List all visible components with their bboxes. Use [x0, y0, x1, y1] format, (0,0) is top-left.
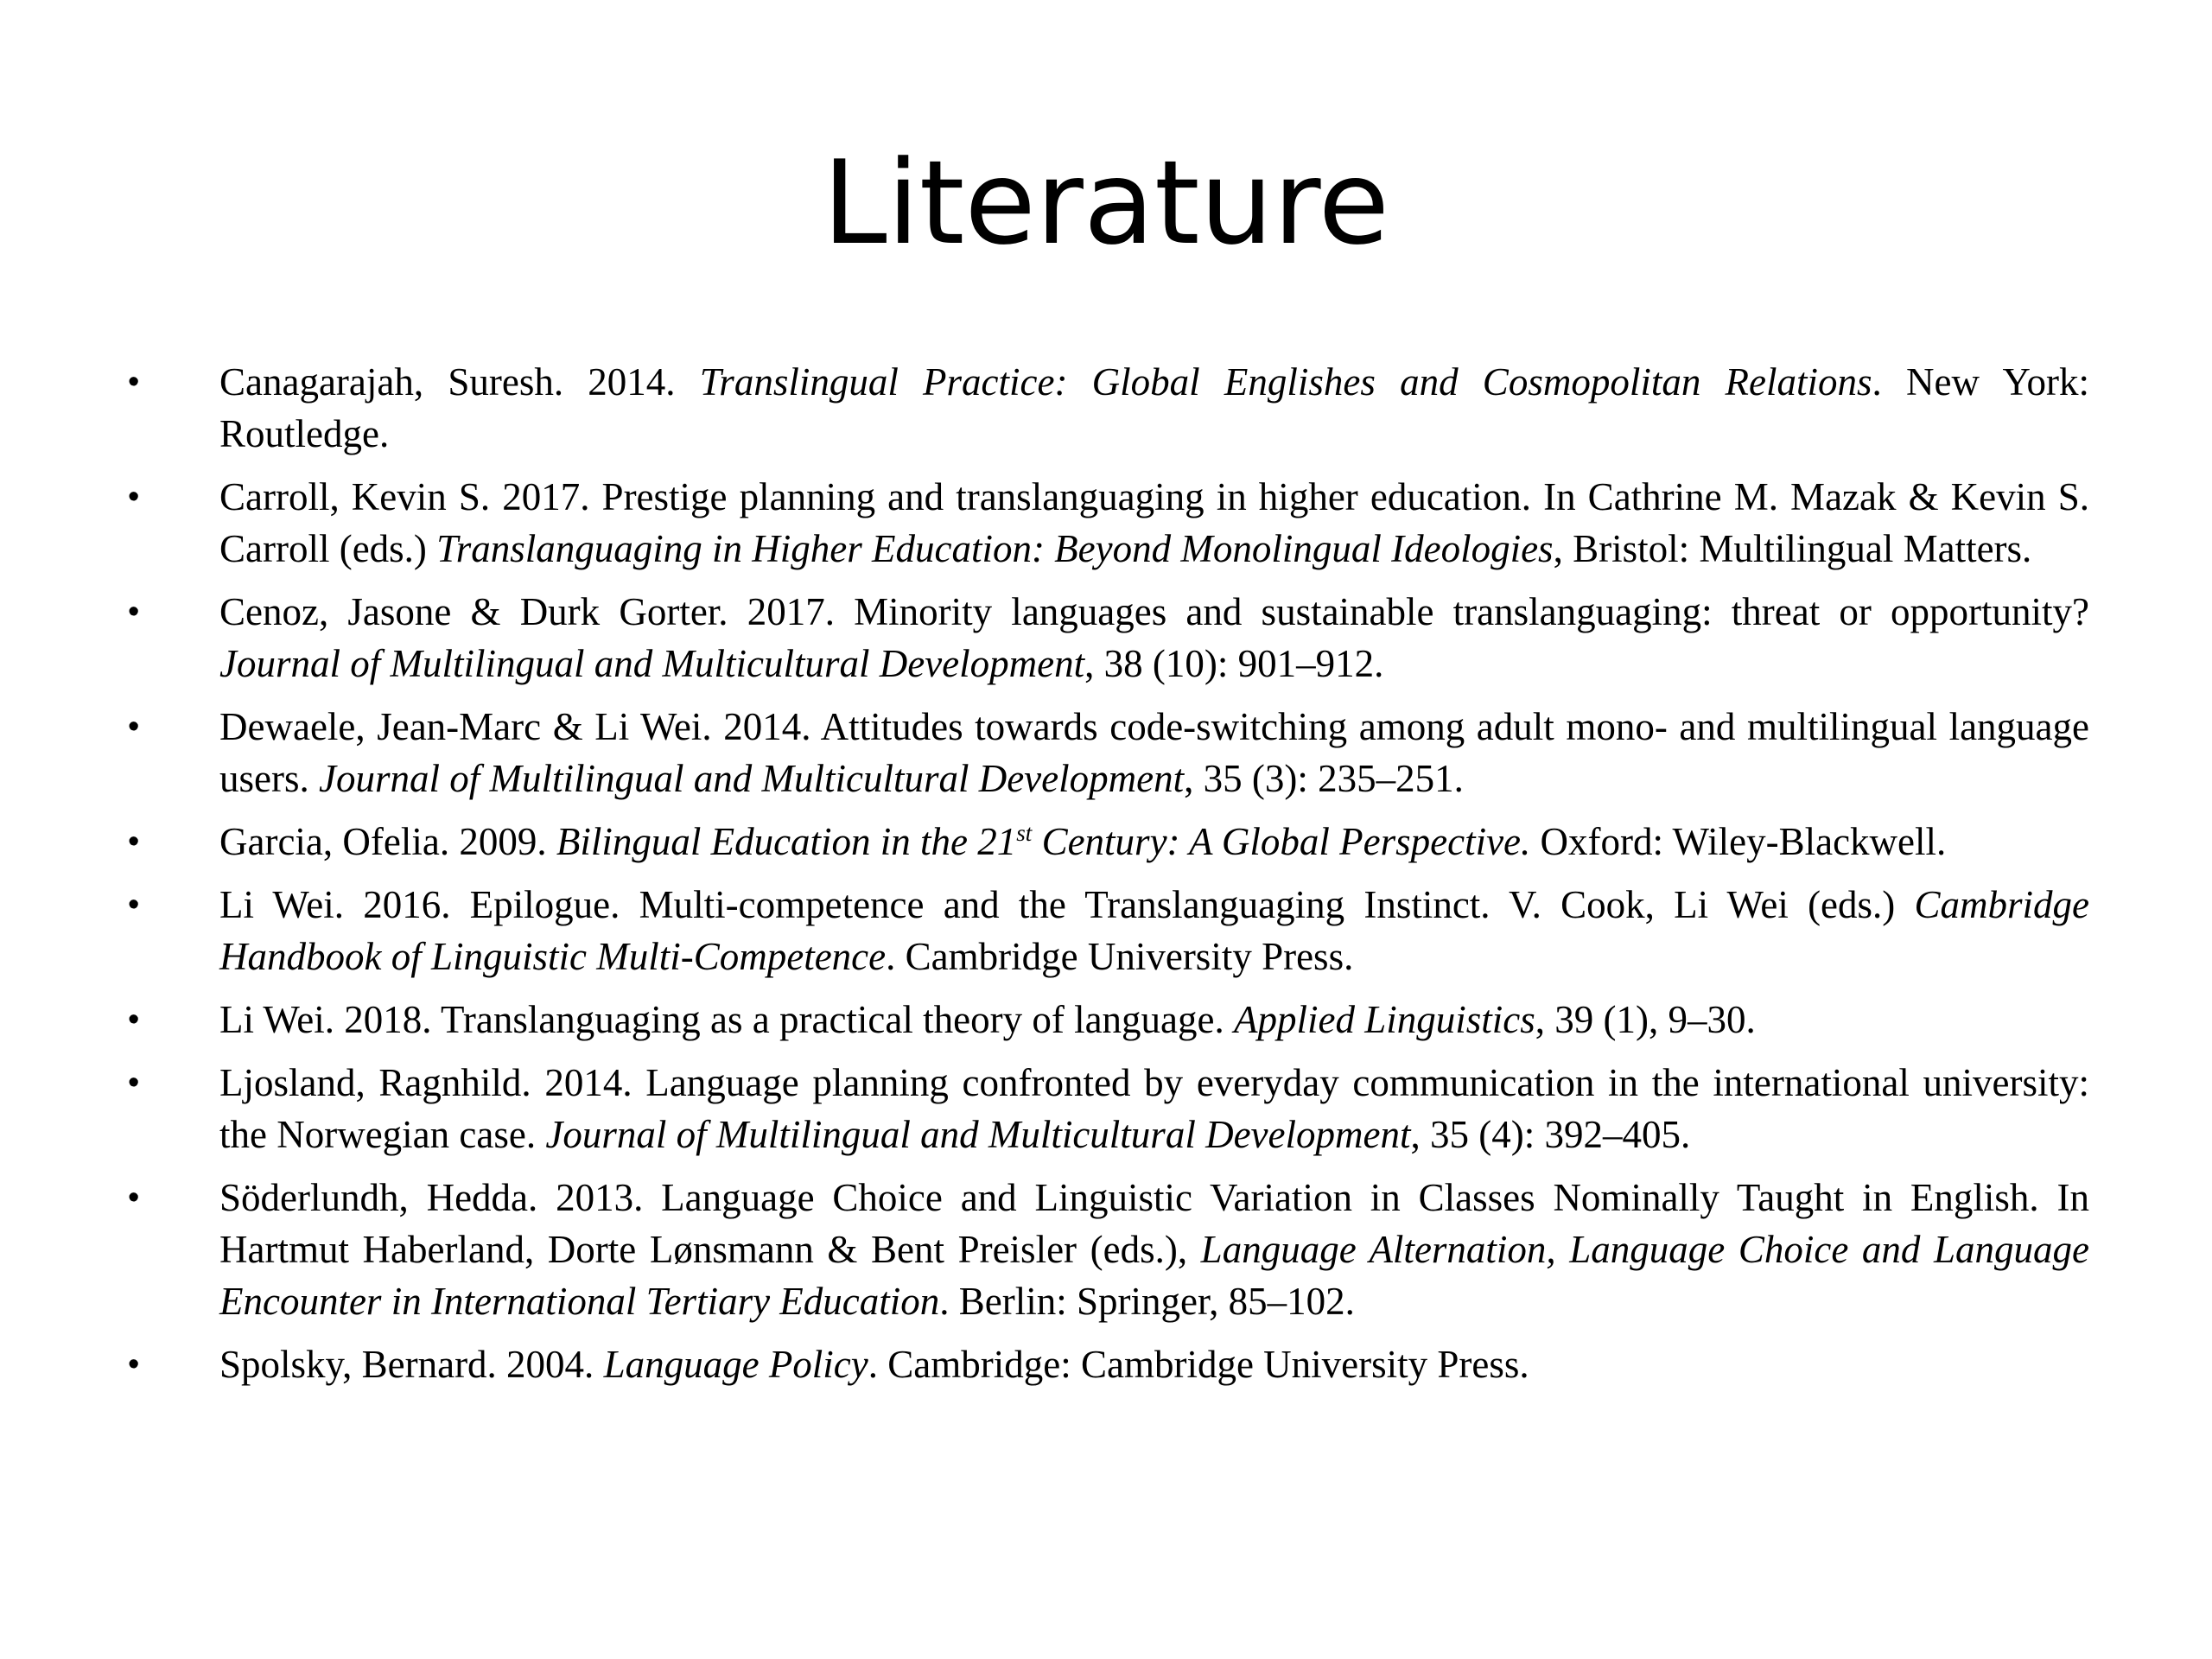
reference-text: Dewaele, Jean-Marc & Li Wei. 2014. Attitudes towards code-switching among adult mono- and multilingual language users. [219, 705, 2089, 800]
reference-title: Applied Linguistics [1234, 998, 1535, 1041]
reference-publisher: , 35 (3): 235–251. [1184, 757, 1464, 800]
reference-title-part: Century: A Global Perspective. [1032, 820, 1531, 863]
bullet-icon: • [128, 364, 140, 400]
reference-item [128, 1172, 2089, 1327]
reference-item [128, 994, 2089, 1046]
reference-list [128, 356, 2089, 1402]
bullet-icon: • [128, 1346, 140, 1382]
bullet-icon: • [128, 887, 140, 923]
reference-publisher: . New York: Routledge. [219, 360, 2090, 455]
reference-item [128, 586, 2089, 690]
reference-publisher: . Cambridge University Press. [886, 935, 1354, 978]
reference-text: Spolsky, Bernard. 2004. [219, 1343, 604, 1386]
slide-title: Literature [822, 136, 1390, 270]
reference-publisher: , 39 (1), 9–30. [1535, 998, 1756, 1041]
reference-text: Cenoz, Jasone & Durk Gorter. 2017. Minority languages and sustainable translanguaging: threat or opportunity? [219, 590, 2089, 633]
ordinal-superscript: st [1016, 820, 1033, 846]
bullet-icon: • [128, 1001, 140, 1038]
reference-title: Language Alternation, Language Choice and Language Encounter in International Tertiary Education [219, 1228, 2089, 1323]
reference-text: Carroll, Kevin S. 2017. Prestige planning and translanguaging in higher education. In Cathrine M. Mazak & Kevin S. Carroll (eds.) [219, 475, 2089, 570]
reference-title: Journal of Multilingual and Multicultural Development [318, 757, 1185, 800]
bullet-icon: • [128, 1065, 140, 1101]
reference-item [128, 1338, 2089, 1390]
bullet-icon: • [128, 823, 140, 860]
reference-title: Cambridge Handbook of Linguistic Multi-Competence [219, 883, 2089, 978]
reference-text: Li Wei. 2018. Translanguaging as a practical theory of language. [219, 998, 1234, 1041]
bullet-icon: • [128, 1179, 140, 1216]
reference-text: Ljosland, Ragnhild. 2014. Language planning confronted by everyday communication in the international university: the Norwegian case. [219, 1061, 2089, 1156]
reference-title: Language Policy [603, 1343, 868, 1386]
reference-publisher: . Berlin: Springer, 85–102. [939, 1280, 1355, 1323]
bullet-icon: • [128, 594, 140, 630]
reference-publisher: , 35 (4): 392–405. [1410, 1113, 1691, 1156]
bullet-icon: • [128, 479, 140, 515]
reference-publisher: , Bristol: Multilingual Matters. [1553, 527, 2032, 570]
reference-title: Translingual Practice: Global Englishes and Cosmopolitan Relations [699, 360, 1872, 404]
reference-title: Journal of Multilingual and Multicultural Development [219, 642, 1085, 685]
reference-title [556, 820, 1530, 863]
reference-title: Translanguaging in Higher Education: Beyond Monolingual Ideologies [436, 527, 1554, 570]
reference-text: Canagarajah, Suresh. 2014. [219, 360, 700, 404]
reference-text: Söderlundh, Hedda. 2013. Language Choice and Linguistic Variation in Classes Nominally Taught in English. In Hartmut Haberland, Dorte Lønsmann & Bent Preisler (eds.), [219, 1176, 2089, 1271]
reference-title: Journal of Multilingual and Multicultural Development [545, 1113, 1411, 1156]
reference-item [128, 1057, 2089, 1160]
reference-publisher: . Cambridge: Cambridge University Press. [868, 1343, 1529, 1386]
reference-item [128, 356, 2089, 460]
bullet-icon: • [128, 709, 140, 745]
reference-text: Garcia, Ofelia. 2009. [219, 820, 556, 863]
reference-item [128, 701, 2089, 804]
reference-item [128, 471, 2089, 575]
reference-item [128, 879, 2089, 982]
reference-text: Li Wei. 2016. Epilogue. Multi-competence and the Translanguaging Instinct. V. Cook, Li Wei (eds.) [219, 883, 1915, 926]
reference-item [128, 816, 2089, 868]
reference-publisher: , 38 (10): 901–912. [1084, 642, 1384, 685]
reference-title-part: Bilingual Education in the 21 [556, 820, 1017, 863]
reference-publisher: Oxford: Wiley-Blackwell. [1530, 820, 1947, 863]
